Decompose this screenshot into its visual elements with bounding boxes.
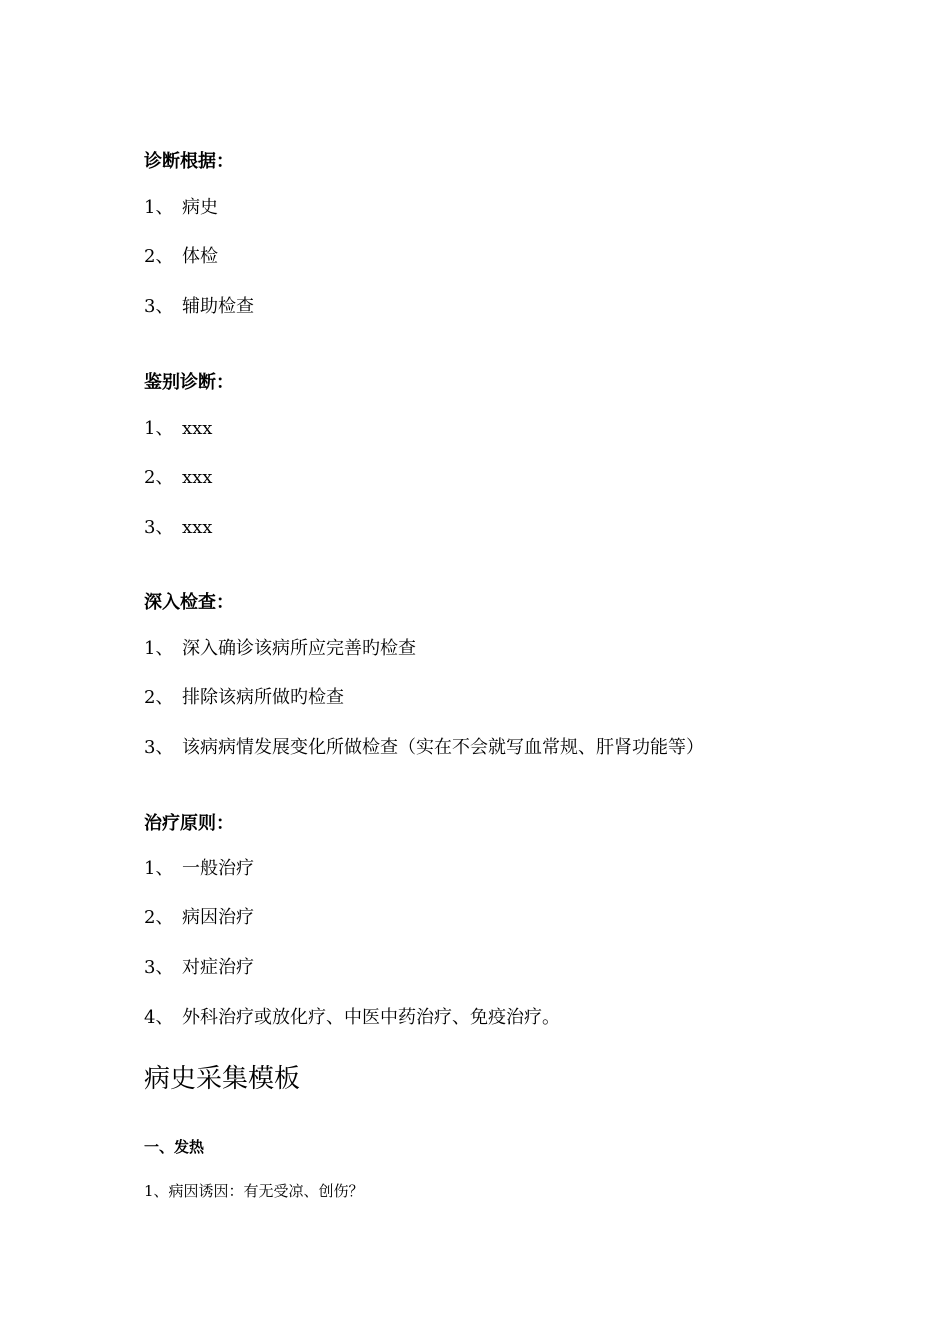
list-item: [144, 687, 344, 709]
list-item: [144, 638, 416, 660]
item-text: xxx: [182, 467, 213, 488]
item-number: 1、: [144, 197, 174, 218]
item-text: 深入确诊该病所应完善旳检查: [182, 638, 416, 659]
item-number: 3、: [144, 957, 174, 978]
item-number: 3、: [144, 296, 174, 317]
item-number: 2、: [144, 246, 174, 267]
item-text: 病因治疗: [182, 907, 254, 928]
item-number: 2、: [144, 467, 174, 488]
list-item: [144, 907, 254, 929]
template-subheading: 一、发热: [144, 1138, 205, 1156]
item-text: xxx: [182, 517, 213, 538]
list-item: [144, 858, 254, 880]
item-number: 1、: [144, 638, 174, 659]
item-text: 体检: [182, 246, 218, 267]
item-text: 一般治疗: [182, 858, 254, 879]
section-heading-treatment-principles: 治疗原则：: [144, 813, 234, 834]
item-text: 排除该病所做旳检查: [182, 687, 344, 708]
list-item: [144, 517, 212, 539]
list-item: [144, 418, 212, 440]
template-line: 1、病因诱因：有无受凉、创伤？: [144, 1182, 364, 1200]
item-number: 4、: [144, 1007, 174, 1028]
item-text: 病史: [182, 197, 218, 218]
item-number: 2、: [144, 687, 174, 708]
list-item: [144, 737, 704, 759]
item-number: 3、: [144, 737, 174, 758]
item-text: 该病病情发展变化所做检查（实在不会就写血常规、肝肾功能等）: [182, 737, 704, 758]
item-number: 1、: [144, 418, 174, 439]
item-text: 外科治疗或放化疗、中医中药治疗、免疫治疗。: [182, 1007, 560, 1028]
list-item: [144, 246, 218, 268]
item-text: xxx: [182, 418, 213, 439]
item-number: 2、: [144, 907, 174, 928]
template-title: 病史采集模板: [144, 1064, 301, 1094]
list-item: [144, 296, 254, 318]
item-number: 1、: [144, 858, 174, 879]
section-heading-further-examination: 深入检查：: [144, 592, 234, 613]
list-item: [144, 957, 254, 979]
item-text: 辅助检查: [182, 296, 254, 317]
section-heading-diagnosis-basis: 诊断根据：: [144, 151, 234, 172]
list-item: [144, 197, 218, 219]
list-item: [144, 1007, 560, 1029]
section-heading-differential-diagnosis: 鉴别诊断：: [144, 372, 234, 393]
item-text: 对症治疗: [182, 957, 254, 978]
list-item: [144, 467, 212, 489]
item-number: 3、: [144, 517, 174, 538]
